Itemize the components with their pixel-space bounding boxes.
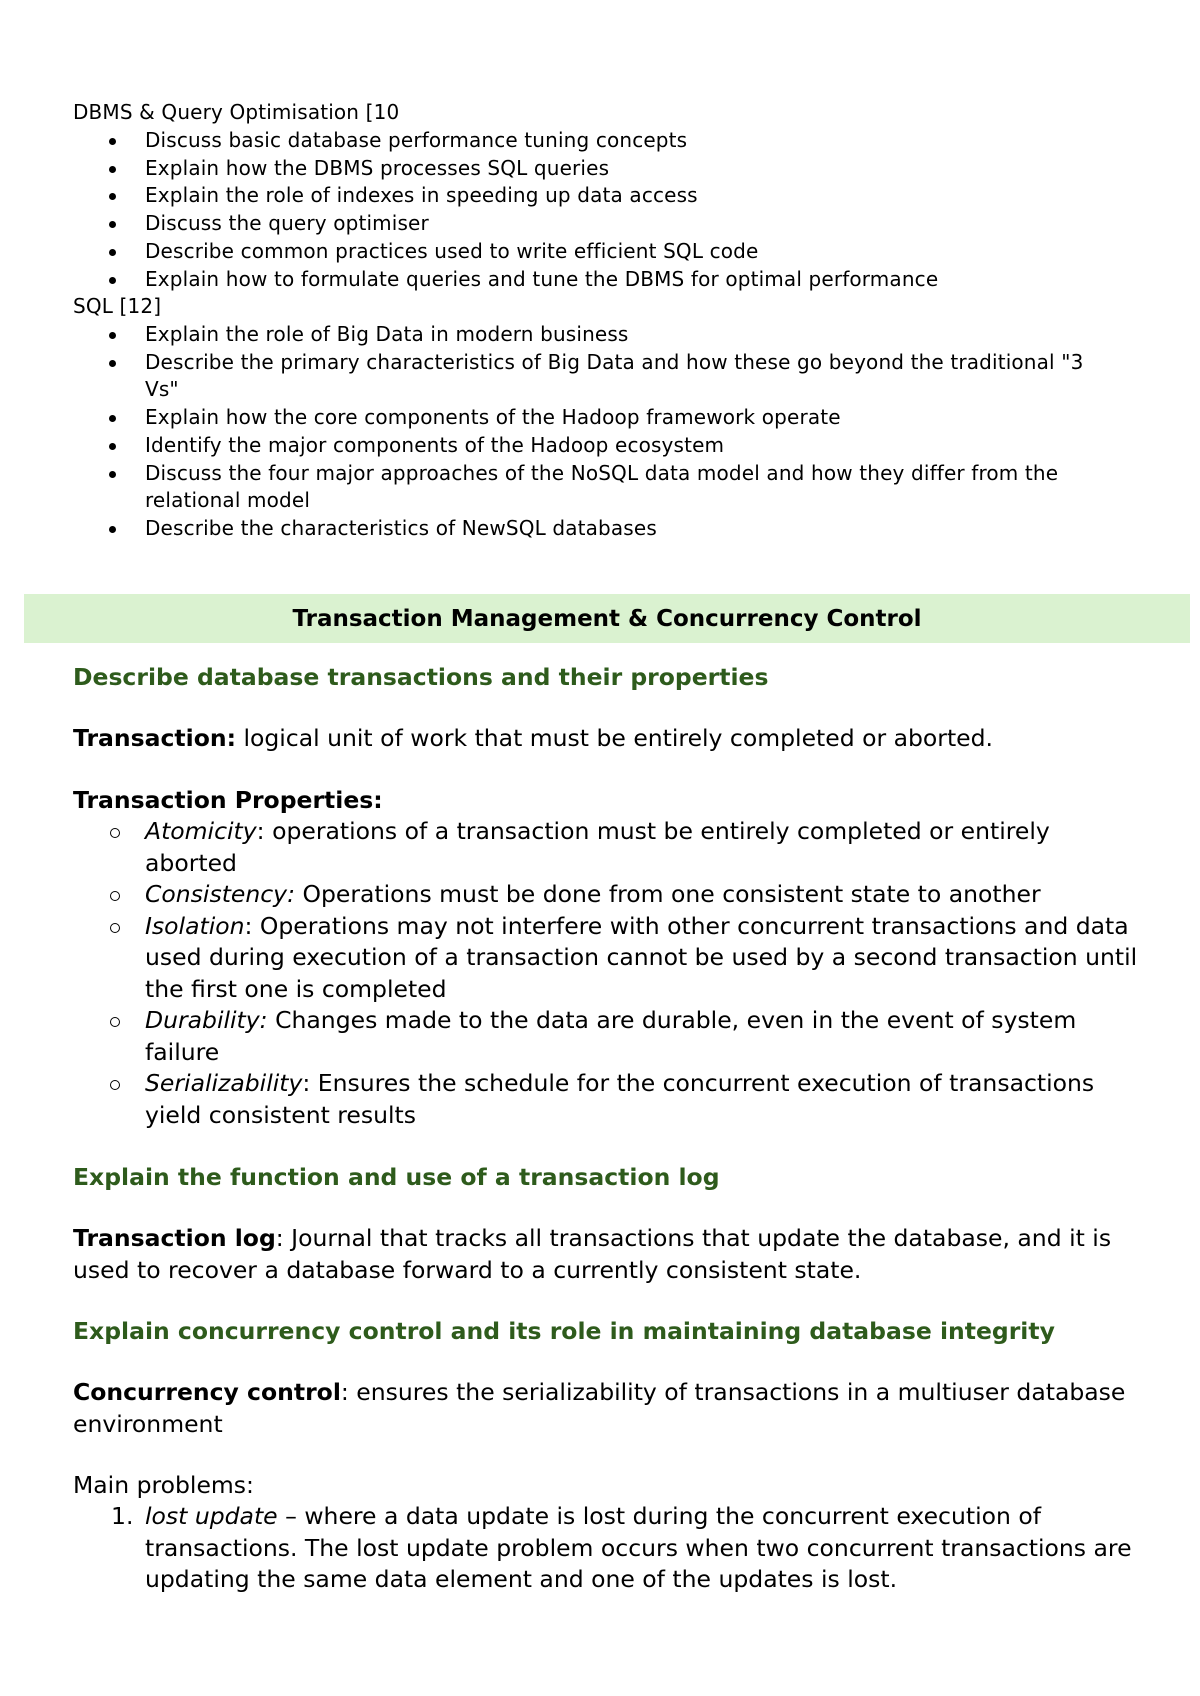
bullet-icon bbox=[109, 193, 116, 200]
bullet-icon bbox=[109, 471, 116, 478]
definition-term: Concurrency control bbox=[73, 1378, 341, 1406]
circle-bullet-icon bbox=[110, 828, 120, 838]
list-item: Explain how the core components of the Hadoop framework operate bbox=[0, 404, 1200, 432]
list-item: Consistency: Operations must be done from one consistent state to another bbox=[0, 879, 1200, 911]
sql-objectives-list bbox=[0, 321, 1200, 543]
list-item: Explain how to formulate queries and tune the DBMS for optimal performance bbox=[0, 266, 1200, 294]
list-item: Describe the primary characteristics of Big Data and how these go beyond the traditional "3 Vs" bbox=[0, 349, 1200, 404]
sql-section-title: SQL [12] bbox=[73, 294, 162, 318]
bullet-icon bbox=[109, 415, 116, 422]
bullet-icon bbox=[109, 249, 116, 256]
circle-bullet-icon bbox=[110, 1080, 120, 1090]
definition-term: Transaction: bbox=[73, 724, 236, 752]
list-item: Describe the characteristics of NewSQL databases bbox=[0, 515, 1200, 543]
list-item: Discuss the four major approaches of the NoSQL data model and how they differ from the relational model bbox=[0, 460, 1200, 515]
bullet-icon bbox=[109, 138, 116, 145]
definition-text: : Journal that tracks all transactions that update the database, and it is used to recover a database forward to a currently consistent state. bbox=[73, 1224, 1112, 1284]
bullet-icon bbox=[109, 166, 116, 173]
transactions-heading: Describe database transactions and their properties bbox=[73, 663, 769, 691]
list-item: Describe common practices used to write efficient SQL code bbox=[0, 238, 1200, 266]
list-item: Discuss the query optimiser bbox=[0, 210, 1200, 238]
problems-list bbox=[0, 1501, 1200, 1596]
section-banner bbox=[24, 594, 1190, 643]
properties-list bbox=[0, 816, 1200, 1131]
bullet-icon bbox=[109, 332, 116, 339]
list-item: Explain the role of indexes in speeding up data access bbox=[0, 182, 1200, 210]
list-item: Serializability: Ensures the schedule for the concurrent execution of transactions yield consistent results bbox=[0, 1068, 1200, 1131]
bullet-icon bbox=[109, 443, 116, 450]
bullet-icon bbox=[109, 526, 116, 533]
list-item: Atomicity: operations of a transaction must be entirely completed or entirely aborted bbox=[0, 816, 1200, 879]
bullet-icon bbox=[109, 360, 116, 367]
circle-bullet-icon bbox=[110, 923, 120, 933]
definition-term: Transaction log bbox=[73, 1224, 276, 1252]
properties-label: Transaction Properties: bbox=[73, 786, 383, 814]
transaction-log-definition bbox=[73, 1223, 1133, 1286]
list-item: 1. lost update – where a data update is lost during the concurrent execution of transactions. The lost update problem occurs when two concurrent transactions are updating the same data element and one of the updates is lost. bbox=[111, 1502, 1132, 1593]
list-item: Discuss basic database performance tuning concepts bbox=[0, 127, 1200, 155]
list-item: Explain the role of Big Data in modern business bbox=[0, 321, 1200, 349]
list-item: Durability: Changes made to the data are durable, even in the event of system failure bbox=[0, 1005, 1200, 1068]
definition-text: : ensures the serializability of transactions in a multiuser database environment bbox=[73, 1378, 1126, 1438]
concurrency-definition bbox=[73, 1377, 1133, 1440]
list-item: Explain how the DBMS processes SQL queries bbox=[0, 155, 1200, 183]
bullet-icon bbox=[109, 221, 116, 228]
list-item: Identify the major components of the Hadoop ecosystem bbox=[0, 432, 1200, 460]
main-problems-label: Main problems: bbox=[73, 1471, 254, 1499]
circle-bullet-icon bbox=[110, 891, 120, 901]
list-number: 1. bbox=[111, 1502, 134, 1530]
concurrency-heading: Explain concurrency control and its role in maintaining database integrity bbox=[73, 1317, 1055, 1345]
banner-title: Transaction Management & Concurrency Control bbox=[292, 605, 922, 632]
bullet-icon bbox=[109, 277, 116, 284]
transaction-log-heading: Explain the function and use of a transaction log bbox=[73, 1163, 720, 1191]
circle-bullet-icon bbox=[110, 1017, 120, 1027]
dbms-section-title: DBMS & Query Optimisation [10 bbox=[73, 100, 400, 124]
definition-text: logical unit of work that must be entirely completed or aborted. bbox=[235, 724, 994, 752]
dbms-objectives-list bbox=[0, 127, 1200, 293]
list-item: Isolation: Operations may not interfere with other concurrent transactions and data used during execution of a transaction cannot be used by a second transaction until the first one is completed bbox=[0, 911, 1200, 1006]
transaction-definition bbox=[73, 723, 1133, 755]
